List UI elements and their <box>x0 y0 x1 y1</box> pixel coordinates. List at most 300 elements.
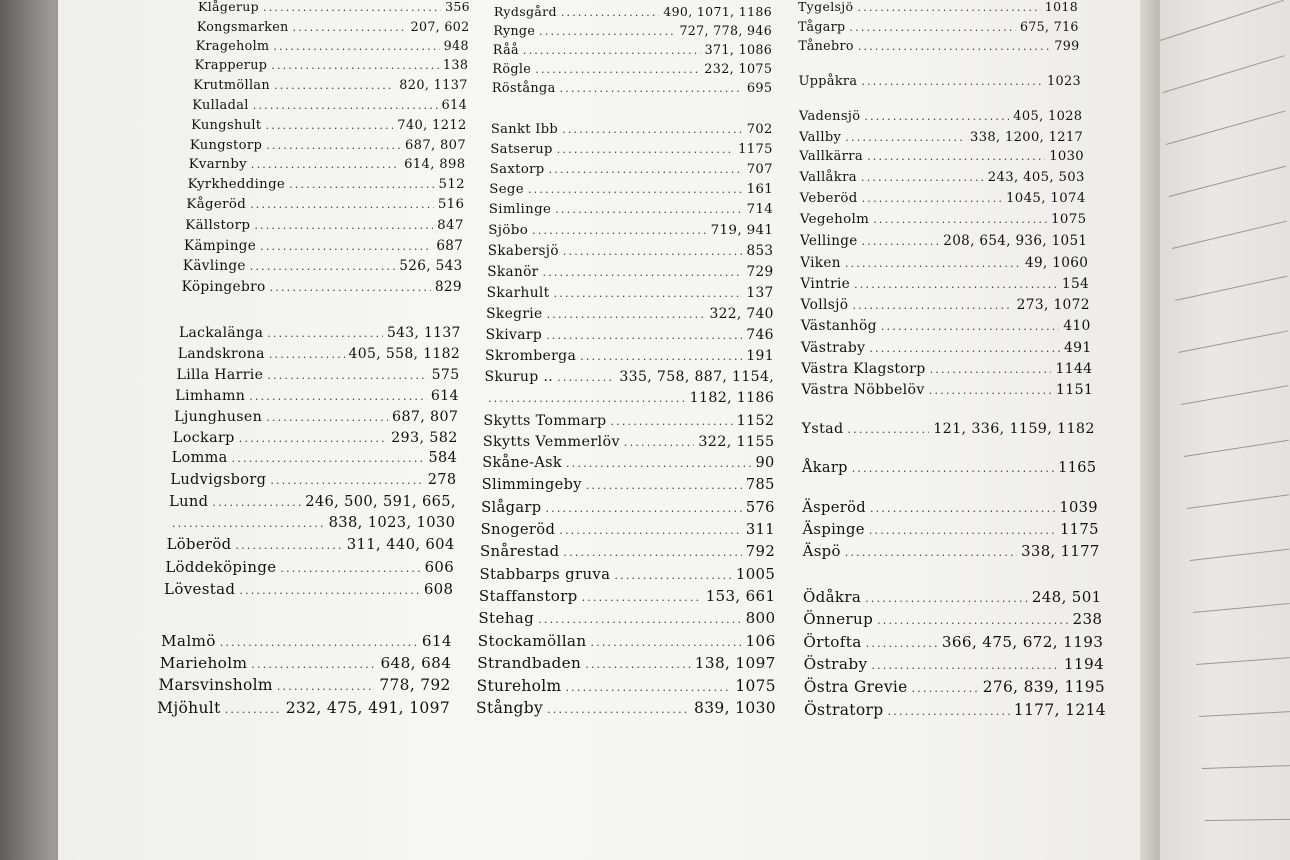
entry-place-name: Rögle <box>492 61 532 77</box>
entry-page-numbers: 526, 543 <box>399 258 463 275</box>
index-entry <box>478 632 776 650</box>
index-entry <box>188 177 465 192</box>
entry-place-name: Skytts Tommarp <box>483 412 607 429</box>
dot-leader <box>266 119 394 132</box>
entry-place-name: Östratorp <box>804 700 884 719</box>
index-entry <box>185 218 464 233</box>
entry-place-name: Kulladal <box>192 97 249 113</box>
entry-place-name: Kämpinge <box>184 238 257 255</box>
entry-page-numbers: 322, 1155 <box>698 433 775 450</box>
index-entry <box>190 138 466 153</box>
dot-leader <box>277 680 376 693</box>
entry-page-numbers: 512 <box>438 177 465 193</box>
entry-page-numbers: 276, 839, 1195 <box>982 677 1106 696</box>
entry-place-name: Skytts Vemmerlöv <box>482 433 620 450</box>
dot-leader <box>912 682 979 695</box>
dot-leader <box>239 584 419 597</box>
dot-leader <box>877 614 1068 627</box>
entry-place-name: Stockamöllan <box>477 631 587 650</box>
entry-place-name: Krapperup <box>194 57 268 73</box>
dot-leader <box>559 524 742 537</box>
dot-leader <box>861 75 1043 88</box>
entry-place-name: Veberöd <box>799 191 858 207</box>
index-entry <box>182 279 462 295</box>
index-entry <box>168 514 455 531</box>
entry-place-name: Kungshult <box>191 117 262 133</box>
entry-place-name: Lockarp <box>172 429 235 446</box>
entry-page-numbers: 232, 475, 491, 1097 <box>285 698 451 717</box>
dot-leader <box>260 240 432 253</box>
index-entry <box>490 142 772 157</box>
dot-leader <box>857 1 1040 14</box>
entry-place-name: Äsperöd <box>802 499 866 517</box>
entry-page-numbers: 246, 500, 591, 665, <box>305 493 456 511</box>
entry-place-name: Mjöhult <box>157 698 221 717</box>
index-entry <box>483 434 775 450</box>
entry-page-numbers: 490, 1071, 1186 <box>663 3 773 19</box>
index-entry <box>802 521 1098 538</box>
dot-leader <box>873 213 1047 226</box>
entry-page-numbers: 1023 <box>1047 73 1081 89</box>
dot-leader <box>861 171 984 184</box>
entry-place-name: Snårestad <box>480 543 560 561</box>
dot-leader <box>871 659 1059 672</box>
index-entry <box>491 122 773 137</box>
index-entry <box>803 610 1102 628</box>
entry-place-name: Strandbaden <box>477 653 582 672</box>
index-entry <box>192 98 467 113</box>
index-entry <box>476 699 776 717</box>
entry-place-name: Marsvinsholm <box>158 675 273 694</box>
index-entry <box>799 130 1083 145</box>
entry-page-numbers: 606 <box>424 558 455 577</box>
dot-leader <box>266 139 401 152</box>
index-entry <box>479 565 775 583</box>
index-entry <box>803 543 1100 560</box>
entry-page-numbers: 138 <box>442 57 469 73</box>
index-entry <box>178 346 460 362</box>
dot-leader <box>563 245 743 258</box>
entry-place-name: Ludvigsborg <box>170 472 267 489</box>
entry-place-name: Källstorp <box>185 218 251 234</box>
dot-leader <box>232 452 425 465</box>
dot-leader <box>845 257 1021 270</box>
entry-place-name: Stabbarps gruva <box>479 565 611 584</box>
entry-place-name: Uppåkra <box>798 73 858 89</box>
index-entry <box>798 0 1078 14</box>
entry-page-numbers: 687, 807 <box>404 137 467 153</box>
index-entry <box>484 390 774 406</box>
dot-leader <box>539 25 675 38</box>
index-entry <box>486 327 774 343</box>
entry-place-name: Åkarp <box>801 460 848 477</box>
entry-place-name: Sege <box>489 182 524 198</box>
entry-place-name: Västraby <box>800 339 866 356</box>
index-entry <box>487 264 773 280</box>
index-entry <box>196 38 469 53</box>
dot-leader <box>864 110 1009 123</box>
entry-page-numbers: 243, 405, 503 <box>987 170 1085 186</box>
index-entry <box>803 588 1101 606</box>
index-entry <box>184 238 463 254</box>
entry-page-numbers: 405, 1028 <box>1013 108 1083 124</box>
entry-place-name: Kongsmarken <box>196 18 289 34</box>
entry-page-numbers: 687, 807 <box>392 408 459 425</box>
entry-page-numbers: 207, 602 <box>410 18 470 34</box>
entry-page-numbers: 687 <box>436 238 464 255</box>
entry-page-numbers: 366, 475, 672, 1193 <box>941 632 1104 651</box>
entry-place-name: Vollsjö <box>800 296 849 313</box>
facing-page <box>1160 0 1290 860</box>
entry-page-numbers: 614 <box>430 387 459 404</box>
index-entry <box>172 450 458 466</box>
dot-leader <box>586 479 742 492</box>
entry-place-name: Sankt Ibb <box>490 121 559 137</box>
index-entry <box>800 191 1086 206</box>
entry-page-numbers: 273, 1072 <box>1016 296 1090 313</box>
index-entry <box>165 558 454 576</box>
dot-leader <box>293 21 407 34</box>
entry-page-numbers: 614 <box>421 631 452 650</box>
entry-place-name: Tygelsjö <box>798 0 854 14</box>
index-entry <box>490 162 773 177</box>
entry-page-numbers: 614 <box>441 97 468 113</box>
entry-place-name: Krageholm <box>195 37 270 53</box>
dot-leader <box>870 502 1055 515</box>
entry-page-numbers: 293, 582 <box>391 429 458 446</box>
entry-page-numbers: 702 <box>746 121 773 137</box>
entry-page-numbers: 719, 941 <box>710 223 774 239</box>
entry-page-numbers: 847 <box>437 218 464 234</box>
dot-leader <box>267 327 383 340</box>
entry-page-numbers: 238 <box>1072 609 1103 628</box>
dot-leader <box>266 411 388 424</box>
dot-leader <box>614 569 731 582</box>
entry-place-name: Skurup .. <box>484 368 554 385</box>
index-entry <box>493 42 772 57</box>
dot-leader <box>254 219 433 232</box>
entry-place-name: Staffanstorp <box>478 586 578 605</box>
entry-place-name: Simlinge <box>488 202 552 218</box>
index-entry <box>479 587 775 605</box>
entry-place-name: Vallkärra <box>799 149 864 165</box>
dot-leader <box>565 681 731 694</box>
entry-page-numbers: 746 <box>746 326 774 343</box>
entry-page-numbers: 356 <box>445 0 470 14</box>
index-entry <box>164 580 453 598</box>
entry-place-name: Löberöd <box>166 536 232 554</box>
entry-place-name: Vadensjö <box>798 108 861 124</box>
index-entry <box>488 243 774 259</box>
index-entry <box>802 460 1096 476</box>
dot-leader <box>557 371 615 384</box>
entry-page-numbers: 584 <box>428 450 458 467</box>
entry-place-name: Vellinge <box>800 233 858 250</box>
index-entry <box>492 62 772 77</box>
entry-place-name: Sjöbo <box>488 223 529 239</box>
entry-place-name: Äspö <box>802 543 841 561</box>
entry-page-numbers: 338, 1177 <box>1021 543 1100 561</box>
dot-leader <box>865 592 1028 605</box>
dot-leader <box>267 369 427 382</box>
index-entry <box>193 78 467 93</box>
entry-place-name: Västanhög <box>800 317 877 334</box>
index-entry <box>477 677 776 695</box>
dot-leader <box>869 524 1056 537</box>
dot-leader <box>858 40 1051 53</box>
entry-page-numbers: 695 <box>746 80 773 96</box>
index-entry <box>804 701 1106 719</box>
entry-place-name: Viken <box>800 255 841 272</box>
index-entry <box>198 0 470 14</box>
entry-place-name: Kävlinge <box>182 258 246 275</box>
index-entry <box>492 81 773 96</box>
index-entry <box>160 654 452 672</box>
entry-page-numbers: 1151 <box>1055 381 1094 398</box>
dot-leader <box>561 6 659 19</box>
entry-page-numbers: 121, 336, 1159, 1182 <box>933 420 1095 437</box>
dot-leader <box>862 192 1002 205</box>
entry-place-name: Lilla Harrie <box>176 366 264 383</box>
dot-leader <box>249 390 427 403</box>
index-entry <box>161 632 452 650</box>
entry-place-name: Saxtorp <box>489 162 545 178</box>
index-entry <box>480 543 775 560</box>
entry-page-numbers: 729 <box>746 264 774 281</box>
dot-leader <box>624 436 694 449</box>
entry-page-numbers: 371, 1086 <box>704 41 773 57</box>
dot-leader <box>852 462 1054 475</box>
entry-page-numbers: 740, 1212 <box>397 117 467 133</box>
index-entry <box>801 297 1090 313</box>
entry-page-numbers: 1030 <box>1049 149 1084 165</box>
index-entry <box>802 499 1098 516</box>
dot-leader <box>547 308 706 321</box>
entry-page-numbers: 1075 <box>1050 212 1087 228</box>
entry-page-numbers: 138, 1097 <box>694 653 776 672</box>
entry-page-numbers: 1182, 1186 <box>689 389 775 406</box>
dot-leader <box>488 392 686 405</box>
entry-page-numbers: 948 <box>443 37 469 53</box>
entry-place-name: Kyrkheddinge <box>187 177 286 193</box>
entry-page-numbers: 405, 558, 1182 <box>348 345 461 362</box>
entry-place-name: Lund <box>169 493 209 511</box>
dot-leader <box>845 131 966 144</box>
entry-place-name: Vallåkra <box>799 170 858 186</box>
entry-page-numbers: 311 <box>745 521 775 539</box>
index-entry <box>481 521 775 538</box>
entry-place-name: Skegrie <box>486 305 543 322</box>
dot-leader <box>523 44 701 57</box>
index-entry <box>801 361 1092 377</box>
entry-page-numbers: 1075 <box>735 676 776 695</box>
index-entry <box>189 157 466 172</box>
dot-leader <box>250 260 395 273</box>
dot-leader <box>852 299 1012 312</box>
dot-leader <box>557 143 734 156</box>
entry-page-numbers: 278 <box>427 472 457 489</box>
dot-leader <box>610 415 732 428</box>
index-entry <box>802 421 1095 437</box>
entry-page-numbers: 853 <box>746 243 774 260</box>
dot-leader <box>590 636 741 649</box>
entry-page-numbers: 208, 654, 936, 1051 <box>943 233 1088 250</box>
dot-leader <box>562 123 743 136</box>
entry-page-numbers: 614, 898 <box>404 157 466 173</box>
index-entry <box>804 655 1105 673</box>
entry-place-name: Satserup <box>490 141 553 157</box>
dot-leader <box>251 158 400 171</box>
entry-place-name: Slimmingeby <box>481 477 582 494</box>
entry-place-name: Köpingebro <box>181 279 266 296</box>
index-entry <box>489 202 773 217</box>
entry-page-numbers: 829 <box>434 279 462 296</box>
entry-page-numbers: 727, 778, 946 <box>679 22 773 38</box>
dot-leader <box>289 178 434 191</box>
entry-place-name: Löddeköpinge <box>165 558 277 577</box>
entry-place-name: Kågeröd <box>186 197 247 213</box>
dot-leader <box>253 99 438 112</box>
dot-leader <box>563 546 741 559</box>
entry-page-numbers: 1045, 1074 <box>1005 191 1086 207</box>
index-entry <box>800 233 1087 249</box>
entry-place-name: Vintrie <box>800 276 851 293</box>
entry-place-name: Lomma <box>171 450 228 467</box>
entry-place-name: Äspinge <box>802 521 865 539</box>
dot-leader <box>263 1 441 14</box>
entry-place-name: Vegeholm <box>799 212 870 228</box>
dot-leader <box>854 278 1058 291</box>
dot-leader <box>269 348 345 361</box>
entry-page-numbers: 1039 <box>1059 499 1098 517</box>
dot-leader <box>274 79 395 92</box>
entry-page-numbers: 410 <box>1063 317 1091 334</box>
entry-page-numbers: 338, 1200, 1217 <box>970 129 1084 145</box>
index-entry <box>174 409 458 425</box>
entry-page-numbers: 191 <box>746 347 774 364</box>
entry-place-name: Västra Nöbbelöv <box>801 381 925 398</box>
index-entry <box>799 74 1081 89</box>
index-entry <box>477 654 776 672</box>
dot-leader <box>585 658 691 671</box>
entry-place-name: Skivarp <box>485 326 543 343</box>
dot-leader <box>881 320 1059 333</box>
entry-page-numbers: 785 <box>745 477 775 494</box>
dot-leader <box>545 502 741 515</box>
dot-leader <box>250 198 434 211</box>
dot-leader <box>538 613 741 626</box>
entry-page-numbers: 1194 <box>1063 654 1105 673</box>
entry-place-name: Örtofta <box>803 632 862 651</box>
entry-page-numbers: 820, 1137 <box>399 77 468 93</box>
dot-leader <box>273 40 439 53</box>
index-entry <box>799 170 1084 185</box>
entry-place-name: Tånebro <box>798 37 854 53</box>
entry-place-name: Stehag <box>478 608 535 627</box>
entry-place-name: Råå <box>492 41 519 57</box>
entry-place-name: Stureholm <box>476 676 562 695</box>
entry-page-numbers: 248, 501 <box>1031 587 1102 606</box>
dot-leader <box>532 224 706 237</box>
index-entry <box>158 676 450 694</box>
entry-page-numbers: 154 <box>1061 276 1090 293</box>
dot-leader <box>280 562 420 575</box>
index-entry <box>486 306 774 322</box>
entry-page-numbers: 792 <box>745 543 776 561</box>
dot-leader <box>849 21 1016 34</box>
index-entry <box>195 58 469 73</box>
dot-leader <box>869 342 1060 355</box>
index-entry <box>173 430 458 446</box>
entry-place-name: Östraby <box>803 654 868 673</box>
entry-page-numbers: 311, 440, 604 <box>346 536 455 554</box>
entry-place-name: Skarhult <box>486 285 550 302</box>
entry-page-numbers: 153, 661 <box>705 586 776 605</box>
entry-page-numbers: 1152 <box>736 412 775 429</box>
entry-place-name: Klågerup <box>198 0 260 14</box>
dot-leader <box>888 705 1010 718</box>
index-entry <box>494 4 772 19</box>
index-entry <box>798 38 1079 53</box>
index-entry <box>801 318 1091 334</box>
entry-place-name: Krutmöllan <box>193 77 271 93</box>
entry-page-numbers: 800 <box>745 608 776 627</box>
entry-place-name: Rynge <box>493 22 536 38</box>
entry-place-name: Ystad <box>801 420 844 437</box>
entry-page-numbers: 608 <box>423 580 454 598</box>
dot-leader <box>582 591 702 604</box>
dot-leader <box>867 150 1045 163</box>
entry-place-name: Västra Klagstorp <box>801 360 926 377</box>
index-entry <box>481 499 775 516</box>
dot-leader <box>848 423 930 436</box>
index-entry <box>197 19 470 34</box>
dot-leader <box>546 329 742 342</box>
entry-page-numbers: 707 <box>746 162 773 178</box>
index-entry <box>800 255 1088 271</box>
entry-place-name: Lövestad <box>164 580 236 598</box>
dot-leader <box>251 658 376 671</box>
index-entry <box>167 536 455 553</box>
dot-leader <box>235 539 342 552</box>
entry-page-numbers: 543, 1137 <box>386 324 461 341</box>
dot-leader <box>528 183 743 196</box>
dot-leader <box>239 432 387 445</box>
index-entry <box>798 19 1079 34</box>
entry-place-name: Landskrona <box>177 345 265 362</box>
entry-page-numbers: 838, 1023, 1030 <box>328 514 456 532</box>
index-entry <box>487 285 774 301</box>
entry-page-numbers: 575 <box>431 366 460 383</box>
index-entry <box>191 118 467 133</box>
entry-page-numbers: 49, 1060 <box>1024 255 1089 272</box>
entry-page-numbers: 714 <box>746 202 774 218</box>
index-entry <box>801 382 1093 398</box>
dot-leader <box>543 266 743 279</box>
dot-leader <box>845 546 1017 559</box>
entry-place-name: Skromberga <box>485 347 577 364</box>
dot-leader <box>566 457 752 470</box>
entry-place-name: Rydsgård <box>493 3 557 19</box>
entry-place-name: Skanör <box>487 264 539 281</box>
dot-leader <box>212 496 301 509</box>
index-entry <box>175 388 459 404</box>
entry-page-numbers: 1144 <box>1055 360 1093 377</box>
index-entry <box>169 493 456 510</box>
entry-page-numbers: 1175 <box>1059 521 1099 539</box>
index-entry <box>799 109 1082 124</box>
index-entry <box>157 699 450 717</box>
